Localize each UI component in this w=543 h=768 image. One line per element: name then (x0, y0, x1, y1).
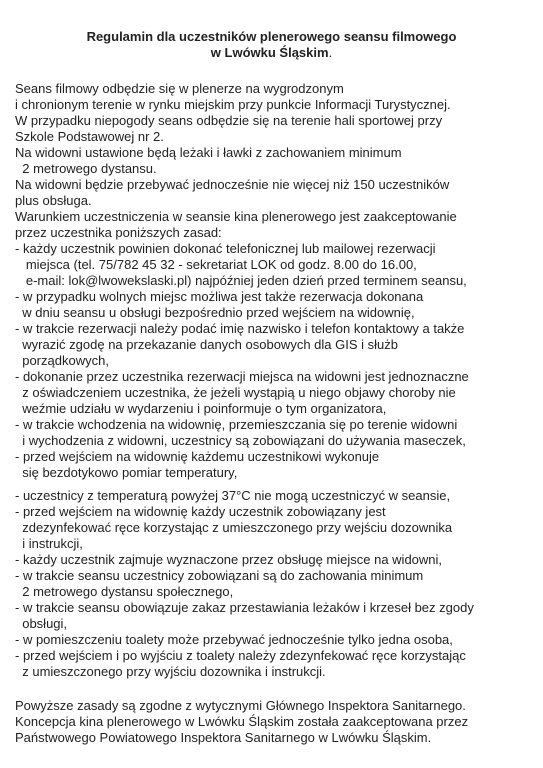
title-line-1: Regulamin dla uczestników plenerowego seansu filmowego (86, 29, 457, 44)
text-line: miejsca (tel. 75/782 45 32 - sekretariat LOK od godz. 8.00 do 16.00, (15, 257, 417, 272)
text-line: 2 metrowego dystansu społecznego, (15, 584, 234, 599)
text-line: e-mail: lok@lwowekslaski.pl) najpóźniej jeden dzień przed terminem seansu, (15, 273, 467, 288)
text-line: weźmie udziału w wydarzeniu i poinformuje o tym organizatora, (15, 401, 387, 416)
text-line: plus obsługa. (15, 193, 92, 208)
text-line: - przed wejściem na widownię każdy uczestnik zobowiązany jest (15, 504, 386, 519)
text-line: - w trakcie seansu obowiązuje zakaz przestawiania leżaków i krzeseł bez zgody (15, 600, 474, 615)
text-line: - przed wejściem na widownię każdemu uczestnikowi wykonuje (15, 449, 380, 464)
title-line-2-text: w Lwówku Śląskim (210, 45, 329, 60)
text-line: Szkole Podstawowej nr 2. (15, 129, 164, 144)
text-line: - przed wejściem i po wyjściu z toalety należy zdezynfekować ręce korzystając (15, 648, 466, 663)
text-line: wyrazić zgodę na przekazanie danych osobowych dla GIS i służb (15, 337, 398, 352)
text-line: Warunkiem uczestniczenia w seansie kina plenerowego jest zaakceptowanie (15, 209, 457, 224)
text-line: - w pomieszczeniu toalety może przebywać jednocześnie tylko jedna osoba, (15, 632, 453, 647)
text-line: - w przypadku wolnych miejsc możliwa jest także rezerwacja dokonana (15, 289, 424, 304)
text-line: W przypadku niepogody seans odbędzie się na terenie hali sportowej przy (15, 113, 443, 128)
text-line: z umieszczonego przy wyjściu dozownika i instrukcji. (15, 664, 326, 679)
text-line: - w trakcie seansu uczestnicy zobowiązani są do zachowania minimum (15, 568, 424, 583)
text-line: i wychodzenia z widowni, uczestnicy są zobowiązani do używania maseczek, (15, 433, 466, 448)
spacer (15, 481, 535, 488)
text-line: i instrukcji, (15, 536, 83, 551)
document-title (0, 29, 543, 61)
document-body (15, 81, 535, 746)
text-line: - w trakcie wchodzenia na widownię, przemieszczania się po terenie widowni (15, 417, 458, 432)
text-line: 2 metrowego dystansu. (15, 161, 157, 176)
text-line: Powyższe zasady są zgodne z wytycznymi Głównego Inspektora Sanitarnego. (15, 698, 466, 713)
text-line: i chronionym terenie w rynku miejskim przy punkcie Informacji Turystycznej. (15, 97, 451, 112)
text-line: - uczestnicy z temperaturą powyżej 37°C nie mogą uczestniczyć w seansie, (15, 488, 451, 503)
text-line: - każdy uczestnik zajmuje wyznaczone przez obsługę miejsce na widowni, (15, 552, 443, 567)
text-line: w dniu seansu u obsługi bezpośrednio przed wejściem na widownię, (15, 305, 415, 320)
text-line: Koncepcja kina plenerowego w Lwówku Śląskim została zaakceptowana przez (15, 714, 469, 729)
text-line: - dokonanie przez uczestnika rezerwacji miejsca na widowni jest jednoznaczne (15, 369, 469, 384)
spacer (15, 680, 535, 698)
text-line: Na widowni będzie przebywać jednocześnie nie więcej niż 150 uczestników (15, 177, 450, 192)
text-line: Seans filmowy odbędzie się w plenerze na wygrodzonym (15, 81, 344, 96)
title-line-2-suffix: . (328, 45, 333, 60)
text-line: Państwowego Powiatowego Inspektora Sanitarnego w Lwówku Śląskim. (15, 730, 432, 745)
text-line: obsługi, (15, 616, 68, 631)
rules-block-2 (15, 488, 535, 680)
text-line: z oświadczeniem uczestnika, że jeżeli wystąpią u niego objawy choroby nie (15, 385, 456, 400)
text-line: przez uczestnika poniższych zasad: (15, 225, 222, 240)
text-line: zdezynfekować ręce korzystając z umieszczonego przy wejściu dozownika (15, 520, 453, 535)
text-line: się bezdotykowo pomiar temperatury, (15, 465, 238, 480)
text-line: - każdy uczestnik powinien dokonać telefonicznej lub mailowej rezerwacji (15, 241, 436, 256)
text-line: porządkowych, (15, 353, 109, 368)
text-line: Na widowni ustawione będą leżaki i ławki z zachowaniem minimum (15, 145, 402, 160)
text-line: - w trakcie rezerwacji należy podać imię nazwisko i telefon kontaktowy a także (15, 321, 465, 336)
title-line-2 (0, 45, 543, 61)
closing-block (15, 698, 535, 746)
rules-block-1 (15, 81, 535, 481)
